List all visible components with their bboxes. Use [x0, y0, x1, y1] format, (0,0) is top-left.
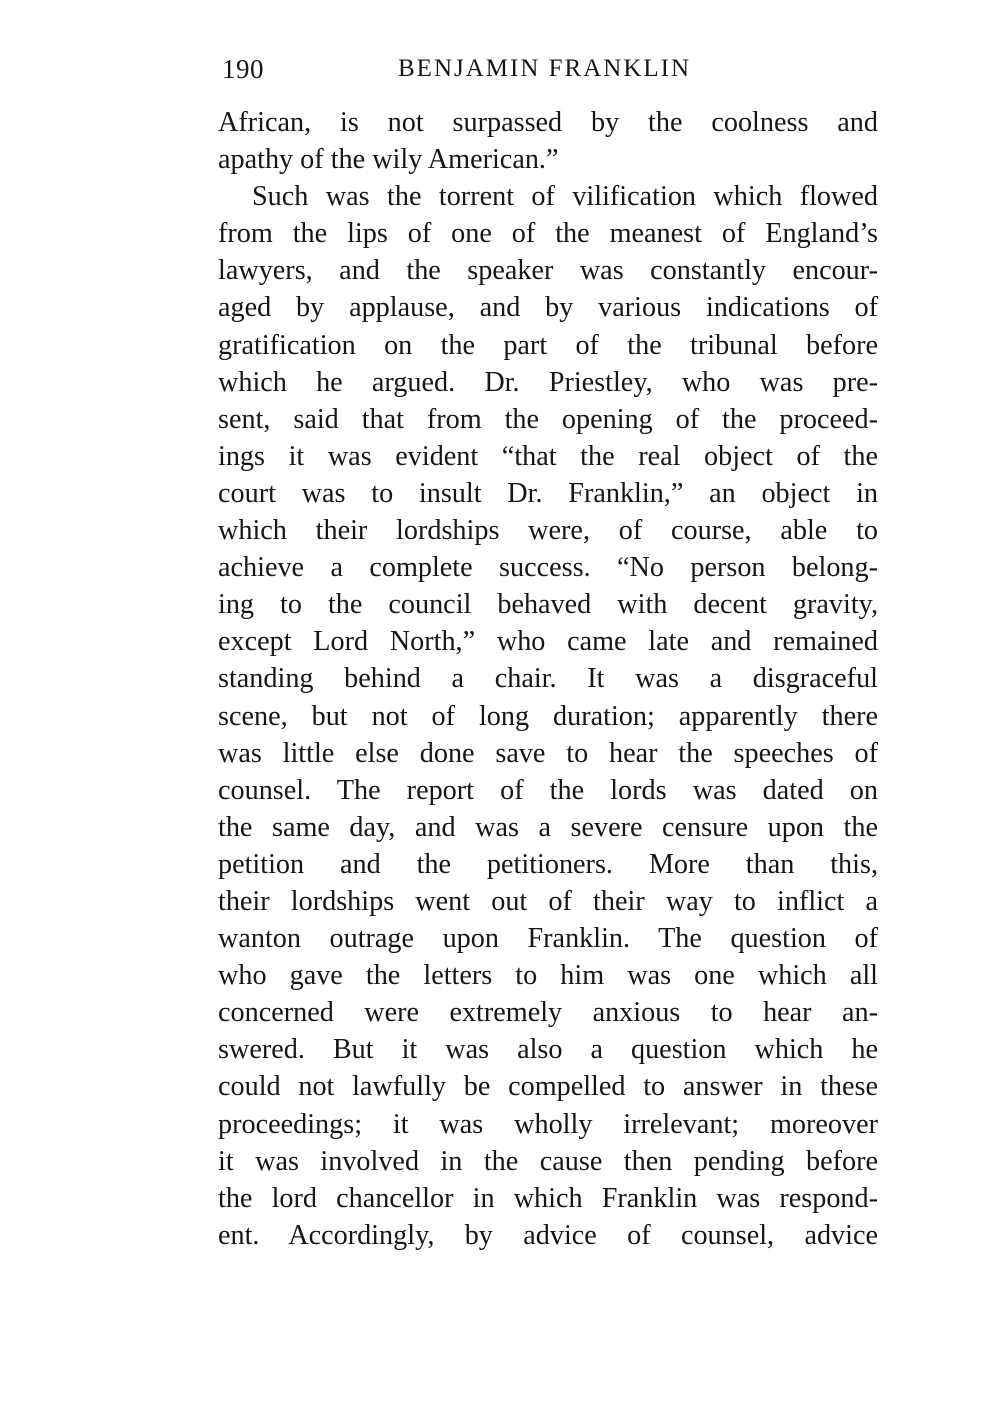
text-line: swered. But it was also a question which he — [218, 1034, 878, 1066]
text-line: except Lord North,” who came late and remained — [218, 626, 878, 658]
text-line: the lord chancellor in which Franklin was respond- — [218, 1182, 878, 1214]
text-line: African, is not surpassed by the coolness and — [218, 107, 878, 138]
text-line: gratification on the part of the tribunal before — [218, 329, 878, 361]
text-line: from the lips of one of the meanest of England’s — [218, 218, 878, 250]
text-line: their lordships went out of their way to inflict a — [218, 885, 878, 917]
text-line: counsel. The report of the lords was dated on — [218, 774, 878, 806]
text-line: wanton outrage upon Franklin. The question of — [218, 923, 878, 955]
page-number: 190 — [222, 54, 264, 84]
text-line: court was to insult Dr. Franklin,” an object in — [218, 477, 878, 509]
text-line: apathy of the wily American.” — [218, 144, 559, 176]
text-line: could not lawfully be compelled to answer in these — [218, 1071, 878, 1103]
text-line: ings it was evident “that the real object of the — [218, 440, 878, 472]
text-line: petition and the petitioners. More than this, — [218, 848, 878, 880]
text-line: standing behind a chair. It was a disgraceful — [218, 663, 878, 695]
text-line: which he argued. Dr. Priestley, who was pre- — [218, 366, 878, 398]
text-line: ing to the council behaved with decent gravity, — [218, 589, 878, 621]
page-header — [218, 52, 878, 86]
text-line: which their lordships were, of course, able to — [218, 515, 878, 547]
text-line: achieve a complete success. “No person belong- — [218, 552, 878, 584]
text-line: aged by applause, and by various indications of — [218, 292, 878, 324]
text-line: concerned were extremely anxious to hear an- — [218, 997, 878, 1029]
text-line: scene, but not of long duration; apparently there — [218, 700, 878, 732]
running-head: BENJAMIN FRANKLIN — [398, 55, 692, 82]
text-line: Such was the torrent of vilification which flowed — [252, 181, 878, 213]
text-line: it was involved in the cause then pending before — [218, 1145, 878, 1177]
text-line: ent. Accordingly, by advice of counsel, advice — [218, 1219, 878, 1251]
body-text — [218, 104, 878, 1254]
text-line: was little else done save to hear the speeches of — [218, 737, 878, 769]
text-line: proceedings; it was wholly irrelevant; moreover — [218, 1108, 878, 1140]
text-line: the same day, and was a severe censure upon the — [218, 811, 878, 843]
text-line: who gave the letters to him was one which all — [218, 960, 878, 992]
text-line: sent, said that from the opening of the proceed- — [218, 403, 878, 435]
text-line: lawyers, and the speaker was constantly encour- — [218, 255, 878, 287]
